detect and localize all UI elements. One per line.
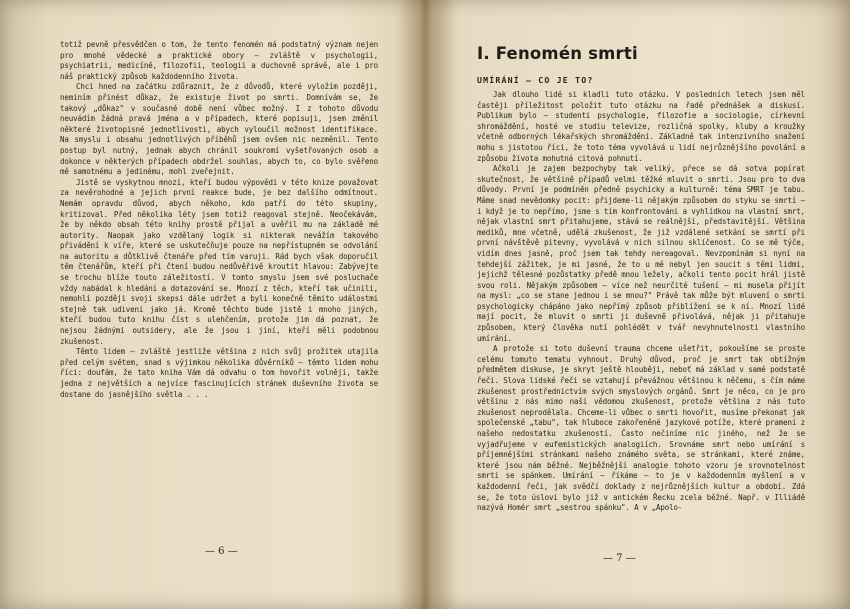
paragraph: Chci hned na začátku zdůraznit, že z důvodů, které vyložím později, neminím přinést důkaz, že existuje život po smrti. Domnívám se, že takový „důkaz" v současné době není vůbec možný. I z tohoto důvodu neuvádím žádná pravá jména a v případech, které popisuji, jsem změnil některé životopisné jednotlivosti, abych vyloučil možnost identifikace. Na smyslu i obsahu jednotlivých příběhů jsem ovšem nic nezměnil. Tento postup byl nutný, jednak abych chránil soukromí vyšetřovaných osob a dokonce v některých případech obdržel souhlas, abych to, co bylo svěřeno mě samotnému a jedinému, mohl zveřejnit. [60,82,378,177]
paragraph: Těmto lidem — zvláště jestliže většina z nich svůj prožitek utajila před celým světem, snad s výjimkou několika důvěrníků — těmto lidem mohu říci: doufám, že tato kniha Vám dá odvahu o tom hovořit volněji, takže jedna z největších a nejvíce fascinujících stránek duševního života se dostane do jasnějšího světla . . . [60,347,378,399]
paragraph: totiž pevně přesvědčen o tom, že tento fenomén má podstatný význam nejen pro mnohé vědecké a praktické obory — zvláště v psychologii, psychiatrii, medicíně, filozofii, teologii a duchovně správě, ale i pro náš praktický způsob každodenního života. [60,40,378,81]
left-page-text [60,40,378,400]
page-number: — 6 — [205,546,238,557]
right-page [427,0,850,609]
chapter-title: I. Fenomén smrti [477,44,638,63]
paragraph: Ačkoli je zajem bezpochyby tak veliký, přece se dá sotva popírat skutečnost, že většině případů velmi těžké mluvit o smrti. Jsou pro to dva důvody. První je podmíněn předně psychicky a kulturně: téma SMRT je tabu. Máme snad nevědomky pocit: přijdeme-li nějakým způsobem do styku se smrtí — i když je to nepřímo, jsme s tím konfrontováni a vyhlídkou na vlastní smrt, nějak vlastní smrt přitahujeme, stává se reálnější, představitější. Většina mediků, mne včetně, udělá zkušenost, že již vzdálené setkání se smrtí při první návštěvě pitevny, vyvolává v nich silnou sklíčenost. Co se mě týče, vidím dnes jasně, proč jsem tak tehdy nereagoval. Nevzpomínám si nyní na tehdejší zážitek, je mi jasné, že to u mě nebyl jen soucit s těmi lidmi, jejichž tělesné pozůstatky předě mnou ležely, ačkoli tento pocit hrál jistě svou roli. Nějakým způsobem — více než neurčité tušení — mi musela přijít na mysl: „co se stane jednou i se mnou?" Právě tak může být mluvení o smrti psychologicky chápáno jako nepřímý způsob přiblížení se k ní. Mnozí lidé mají pocit, že mluvit o smrti ji duševně přivolává, nějak ji přitahuje způsobem, který člověka nutí pohlédět v tvář nevyhnutelnosti vlastního umírání. [477,164,805,343]
right-page-text [477,90,805,514]
page-number: — 7 — [603,553,636,564]
section-title: UMÍRÁNÍ — CO JE TO? [477,75,594,85]
paragraph: A protože si toto duševní trauma chceme ušetřit, pokoušíme se proste celému tomuto tematu vyhnout. Druhý důvod, proč je smrt tak obtížným předmětem diskuse, je skryt ještě hlouběji, neboť má základ v samé podstatě řeči. Slova lidské řeči se vztahují převážnou většinou k něčemu, s čím máme zkušenost prostřednictvím svých smyslových orgánů. Smrt je něco, co je pro většinu z nás mimo naší vědomou zkušenost, protože většina z nás tuto zkušenost neprodělala. Chceme-li vůbec o smrti hovořit, musíme překonat jak společenské „tabu", tak hluboce zakořeněné jazykové potíže, které pramení z našeho nedostatku zkušeností. Často nečiníme nic jiného, než že se vyjadřujeme v eufemistických analogiích. Srovnáme smrt nebo umírání s příjemnějšími stránkami našeho známého světa, se stránkami, které známe, které jsou nám běžné. Nejběžnější analogie tohoto vzoru je srovnotelnost smrti se spánkem. Umírání — říkáme — to je v každodenním myšlení a v každodenní řeči, jak svědčí doklady z nejrůznějších kultur a období. Zdá se, že toto úslovi bylo již v antickém Řecku zcela běžné. Např. v Illiádě nazývá Homér smrt „sestrou spánku". A v „Apolo- [477,344,805,513]
paragraph: Jistě se vyskytnou mnozí, kteří budou výpovědi v této knize považovat za nevěrohodné a jejich první reakce bude, je bez dalšího odmítnout. Nemám opravdu důvod, abych někoho, kdo patří do této skupiny, kritizoval. Před několika léty jsem totiž reagoval stejně. Neočekávám, že by někdo obsah této knihy prostě přijal a uvěřil mu na základě mé autority. Naopak jako vzdělaný logik si nikterak nevážím takového přivádění k víře, které se uskutečňuje pouze na nepřístupném se odvolání na autoritu a důtklivě čtenáře před tím varuji. Rád bych však doporučil těm čtenářům, kteří při čtení budou nedůvěřivě kroutit hlavou: Zabývejte se trochu blíže touto záležitostí. V tomto smyslu jsem své posluchače vždy nabádal k hledání a dotazování se. Mnozí z těch, kteří tak učinili, nemohli později svoji skepsi dále udržet a byli konečně těmito událostmi stejně tak udiveni jako já. Kromě těchto bude jistě i mnoho jiných, kteří budou tuto knihu číst s ulehčením, protože jim dá poznat, že nejsou žádnými outsidery, ale že jsou i jiní, kteří měli podobnou zkušenost. [60,177,378,346]
left-page [0,0,423,609]
paragraph: Jak dlouho lidé si kladli tuto otázku. V posledních letech jsem měl častěji příležitost položit tuto otázku na řadě přednášek a diskusí. Publikum bylo — studenti psychologie, filozofie a sociologie, církevní shromáždění, hosté ve studiu televize, rozličná spolky, kluby a kroužky včetně odborných lékařských shromáždění. Základně tak intenzivního snažení mohu s jistotou říci, že toto téma vyvolává u lidí nejrůznějšího povolání a způsobu života mohutná citová pohnutí. [477,90,805,163]
